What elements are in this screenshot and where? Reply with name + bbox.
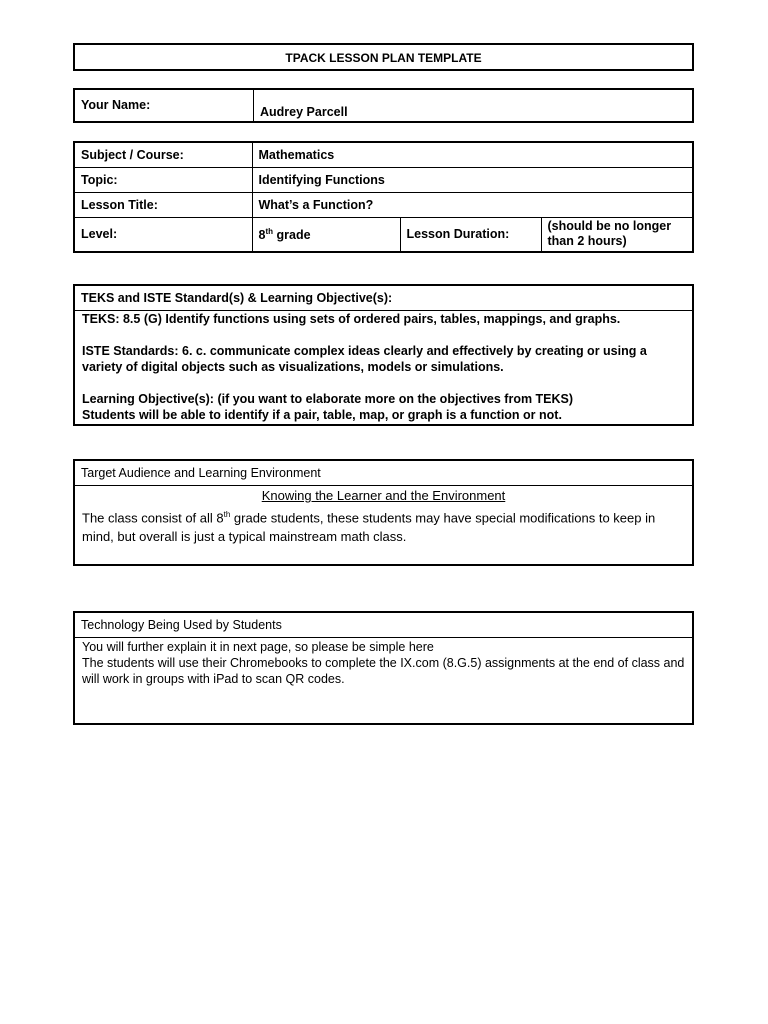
technology-text: The students will use their Chromebooks to complete the IX.com (8.G.5) assignments at the end of class and will work in groups with iPad to scan QR codes. [82, 656, 685, 686]
iste-text: ISTE Standards: 6. c. communicate complex ideas clearly and effectively by creating or using a variety of digital objects such as visualizations, models or simulations. [82, 344, 647, 374]
duration-label: Lesson Duration: [400, 217, 541, 252]
name-label: Your Name: [74, 89, 254, 122]
technology-hint: You will further explain it in next page, so please be simple here [82, 640, 434, 654]
topic-value: Identifying Functions [252, 167, 693, 192]
teks-text: TEKS: 8.5 (G) Identify functions using sets of ordered pairs, tables, mappings, and graphs. [82, 312, 621, 326]
level-suffix: th [265, 226, 274, 236]
audience-text [75, 505, 692, 546]
document-title: TPACK LESSON PLAN TEMPLATE [73, 43, 694, 71]
duration-value: (should be no longer than 2 hours) [541, 217, 693, 252]
name-table [73, 88, 694, 123]
audience-section [73, 459, 694, 566]
technology-section [73, 611, 694, 725]
level-word: grade [276, 227, 311, 242]
lesson-info-table [73, 141, 694, 253]
level-value [252, 217, 400, 252]
objective-text: Students will be able to identify if a pair, table, map, or graph is a function or not. [82, 408, 562, 422]
standards-header: TEKS and ISTE Standard(s) & Learning Objective(s): [75, 286, 692, 311]
standards-section [73, 284, 694, 426]
lesson-title-value: What’s a Function? [252, 192, 693, 217]
audience-text-sup: th [223, 510, 231, 519]
name-value: Audrey Parcell [254, 89, 694, 122]
level-label: Level: [74, 217, 252, 252]
technology-header: Technology Being Used by Students [75, 613, 692, 638]
subject-label: Subject / Course: [74, 142, 252, 167]
audience-subheading: Knowing the Learner and the Environment [261, 488, 506, 503]
level-number: 8 [258, 227, 266, 242]
subject-value: Mathematics [252, 142, 693, 167]
audience-header: Target Audience and Learning Environment [75, 461, 692, 486]
audience-text-start: The class consist of all 8 [82, 510, 224, 526]
audience-text-end: grade students, these students may have special modifications to keep in mind, but overall is just a typical mainstream math class. [82, 510, 656, 545]
topic-label: Topic: [74, 167, 252, 192]
lesson-title-label: Lesson Title: [74, 192, 252, 217]
objective-label: Learning Objective(s): (if you want to elaborate more on the objectives from TEKS) [82, 392, 574, 406]
